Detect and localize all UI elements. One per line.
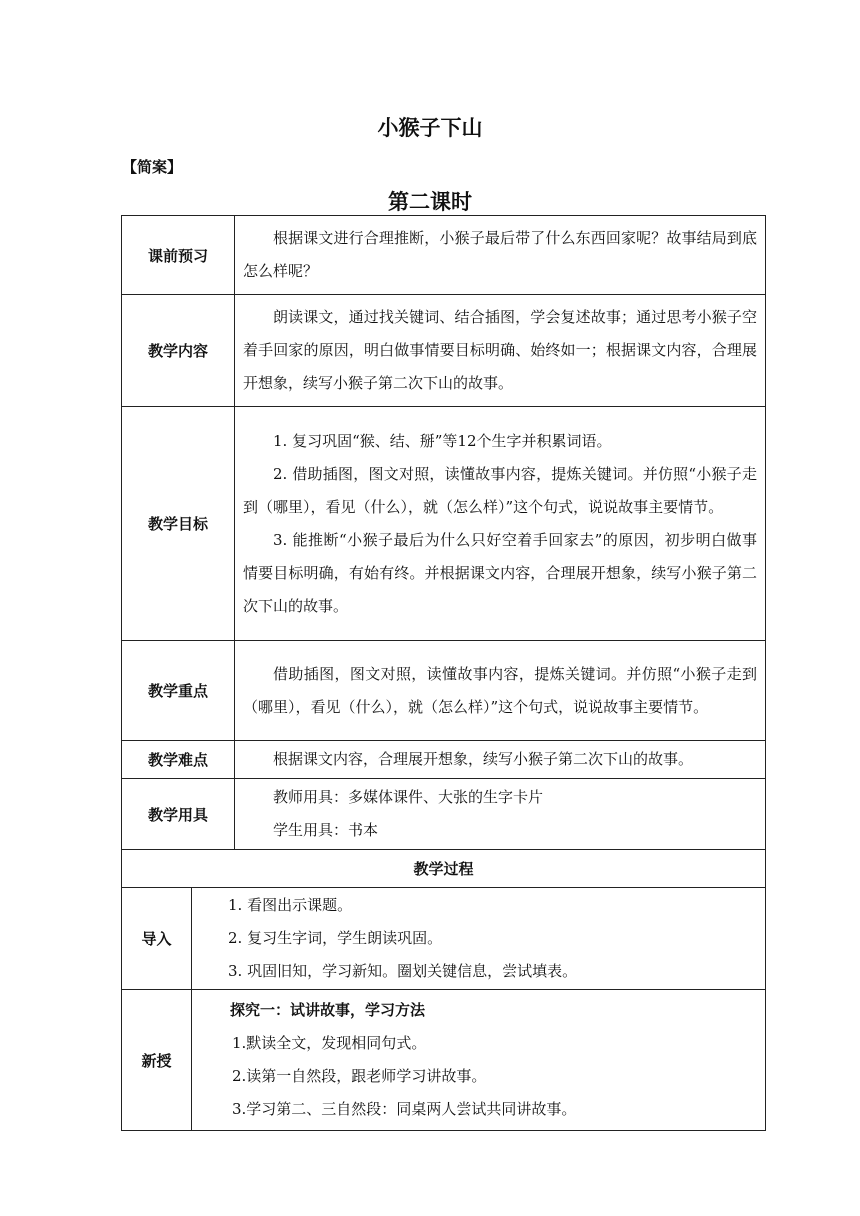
cell-goals [235,407,766,641]
goal-item: 1. 复习巩固“猴、结、掰”等12个生字并积累词语。 [273,431,612,450]
label-preview: 课前预习 [122,216,235,295]
row-difficulty [122,741,766,779]
row-preview [122,216,766,295]
intro-item: 1. 看图出示课题。 [228,896,353,914]
label-tools: 教学用具 [122,779,235,850]
student-tools: 学生用具：书本 [273,821,379,839]
new-item: 2.读第一自然段，跟老师学习讲故事。 [232,1067,487,1085]
new-section-heading: 探究一：试讲故事，学习方法 [230,1001,426,1019]
row-process-heading [122,850,766,888]
cell-tools [235,779,766,850]
row-tools [122,779,766,850]
row-key [122,641,766,741]
label-intro: 导入 [122,888,192,990]
row-goals [122,407,766,641]
new-item: 3.学习第二、三自然段：同桌两人尝试共同讲故事。 [232,1100,577,1118]
teacher-tools: 教师用具：多媒体课件、大张的生字卡片 [273,788,544,806]
label-content: 教学内容 [122,295,235,407]
cell-key [235,641,766,741]
cell-intro [192,888,766,990]
difficulty-text: 根据课文内容，合理展开想象，续写小猴子第二次下山的故事。 [273,750,694,768]
cell-difficulty [235,741,766,779]
process-heading: 教学过程 [122,850,766,888]
label-difficulty: 教学难点 [122,741,235,779]
goal-item: 2. 借助插图，图文对照，读懂故事内容，提炼关键词。并仿照“小猴子走到（哪里），看见（什么），就（怎么样）”这个句式，说说故事主要情节。 [243,464,758,516]
cell-preview [235,216,766,295]
plan-type-tag: 【简案】 [122,158,183,176]
intro-item: 3. 巩固旧知，学习新知。圈划关键信息，尝试填表。 [228,962,578,980]
lesson-plan-table [121,215,766,1131]
row-intro [122,888,766,990]
goal-item: 3. 能推断“小猴子最后为什么只好空着手回家去”的原因，初步明白做事情要目标明确，有始有终。并根据课文内容，合理展开想象，续写小猴子第二次下山的故事。 [243,530,758,615]
lesson-subtitle: 第二课时 [388,190,472,214]
label-key: 教学重点 [122,641,235,741]
new-item: 1.默读全文，发现相同句式。 [232,1034,427,1052]
intro-item: 2. 复习生字词，学生朗读巩固。 [228,929,443,947]
cell-new [192,990,766,1131]
row-new [122,990,766,1131]
cell-content [235,295,766,407]
preview-text: 根据课文进行合理推断，小猴子最后带了什么东西回家呢？故事结局到底怎么样呢？ [243,229,758,280]
row-content [122,295,766,407]
key-text: 借助插图，图文对照，读懂故事内容，提炼关键词。并仿照“小猴子走到（哪里），看见（什么），就（怎么样）”这个句式，说说故事主要情节。 [243,664,758,716]
content-text: 朗读课文，通过找关键词、结合插图，学会复述故事；通过思考小猴子空着手回家的原因，明白做事情要目标明确、始终如一；根据课文内容，合理展开想象，续写小猴子第二次下山的故事。 [243,308,758,392]
label-goals: 教学目标 [122,407,235,641]
label-new: 新授 [122,990,192,1131]
document-title: 小猴子下山 [377,116,483,140]
